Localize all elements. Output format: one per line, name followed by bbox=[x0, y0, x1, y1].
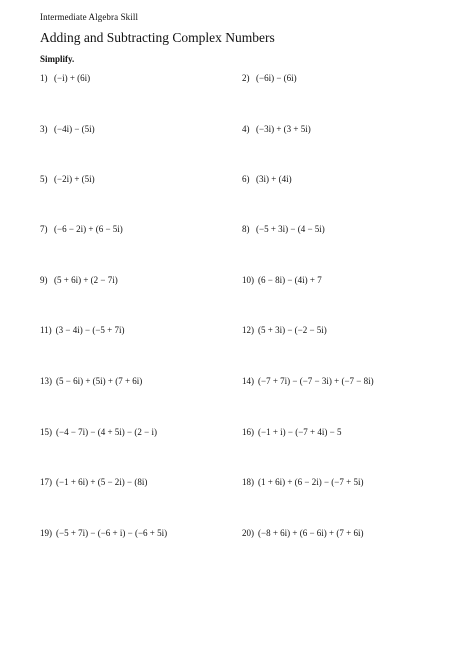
problem-expression: (−4i) − (5i) bbox=[54, 124, 95, 134]
worksheet-title: Adding and Subtracting Complex Numbers bbox=[40, 30, 275, 45]
problem-expression: (−6 − 2i) + (6 − 5i) bbox=[54, 224, 123, 234]
problem-number: 14) bbox=[242, 376, 254, 386]
problem-expression: (−1 + 6i) + (5 − 2i) − (8i) bbox=[56, 477, 148, 487]
problem-number: 3) bbox=[40, 124, 48, 134]
problem-5 bbox=[40, 174, 95, 184]
problem-6 bbox=[242, 174, 292, 184]
problem-12 bbox=[242, 325, 327, 335]
problem-number: 6) bbox=[242, 174, 250, 184]
problem-expression: (−5 + 3i) − (4 − 5i) bbox=[256, 224, 325, 234]
problem-15 bbox=[40, 427, 157, 437]
problem-number: 8) bbox=[242, 224, 250, 234]
problem-16 bbox=[242, 427, 341, 437]
problem-expression: (−6i) − (6i) bbox=[256, 73, 297, 83]
problem-number: 7) bbox=[40, 224, 48, 234]
problem-expression: (−5 + 7i) − (−6 + i) − (−6 + 5i) bbox=[56, 528, 168, 538]
problem-expression: (5 + 6i) + (2 − 7i) bbox=[54, 275, 118, 285]
problem-expression: (−2i) + (5i) bbox=[54, 174, 95, 184]
problem-3 bbox=[40, 124, 95, 134]
problem-number: 16) bbox=[242, 427, 254, 437]
problem-20 bbox=[242, 528, 363, 538]
problem-4 bbox=[242, 124, 311, 134]
problem-number: 13) bbox=[40, 376, 52, 386]
problem-expression: (6 − 8i) − (4i) + 7 bbox=[258, 275, 322, 285]
problem-2 bbox=[242, 73, 297, 83]
problem-18 bbox=[242, 477, 363, 487]
problem-13 bbox=[40, 376, 142, 386]
problem-number: 20) bbox=[242, 528, 254, 538]
problem-11 bbox=[40, 325, 124, 335]
problem-expression: (5 + 3i) − (−2 − 5i) bbox=[258, 325, 327, 335]
problem-number: 4) bbox=[242, 124, 250, 134]
problem-number: 12) bbox=[242, 325, 254, 335]
problem-expression: (1 + 6i) + (6 − 2i) − (−7 + 5i) bbox=[258, 477, 364, 487]
problem-expression: (3i) + (4i) bbox=[256, 174, 292, 184]
problem-number: 15) bbox=[40, 427, 52, 437]
problem-expression: (−i) + (6i) bbox=[54, 73, 91, 83]
problem-number: 9) bbox=[40, 275, 48, 285]
problem-number: 11) bbox=[40, 325, 52, 335]
problem-17 bbox=[40, 477, 147, 487]
problem-expression: (−7 + 7i) − (−7 − 3i) + (−7 − 8i) bbox=[258, 376, 374, 386]
problem-number: 18) bbox=[242, 477, 254, 487]
problem-expression: (−3i) + (3 + 5i) bbox=[256, 124, 311, 134]
problem-7 bbox=[40, 224, 123, 234]
problem-expression: (−1 + i) − (−7 + 4i) − 5 bbox=[258, 427, 342, 437]
problem-8 bbox=[242, 224, 325, 234]
problem-number: 17) bbox=[40, 477, 52, 487]
problem-expression: (3 − 4i) − (−5 + 7i) bbox=[55, 325, 125, 335]
problem-expression: (−8 + 6i) + (6 − 6i) + (7 + 6i) bbox=[258, 528, 364, 538]
problem-expression: (−4 − 7i) − (4 + 5i) − (2 − i) bbox=[56, 427, 157, 437]
problem-10 bbox=[242, 275, 322, 285]
course-name: Intermediate Algebra Skill bbox=[40, 12, 139, 22]
problem-number: 2) bbox=[242, 73, 250, 83]
problem-number: 10) bbox=[242, 275, 254, 285]
problem-number: 1) bbox=[40, 73, 48, 83]
problem-number: 5) bbox=[40, 174, 48, 184]
problem-number: 19) bbox=[40, 528, 52, 538]
problem-1 bbox=[40, 73, 90, 83]
problem-14 bbox=[242, 376, 374, 386]
instruction-text: Simplify. bbox=[40, 54, 75, 64]
problem-19 bbox=[40, 528, 167, 538]
problem-expression: (5 − 6i) + (5i) + (7 + 6i) bbox=[56, 376, 143, 386]
problem-9 bbox=[40, 275, 118, 285]
